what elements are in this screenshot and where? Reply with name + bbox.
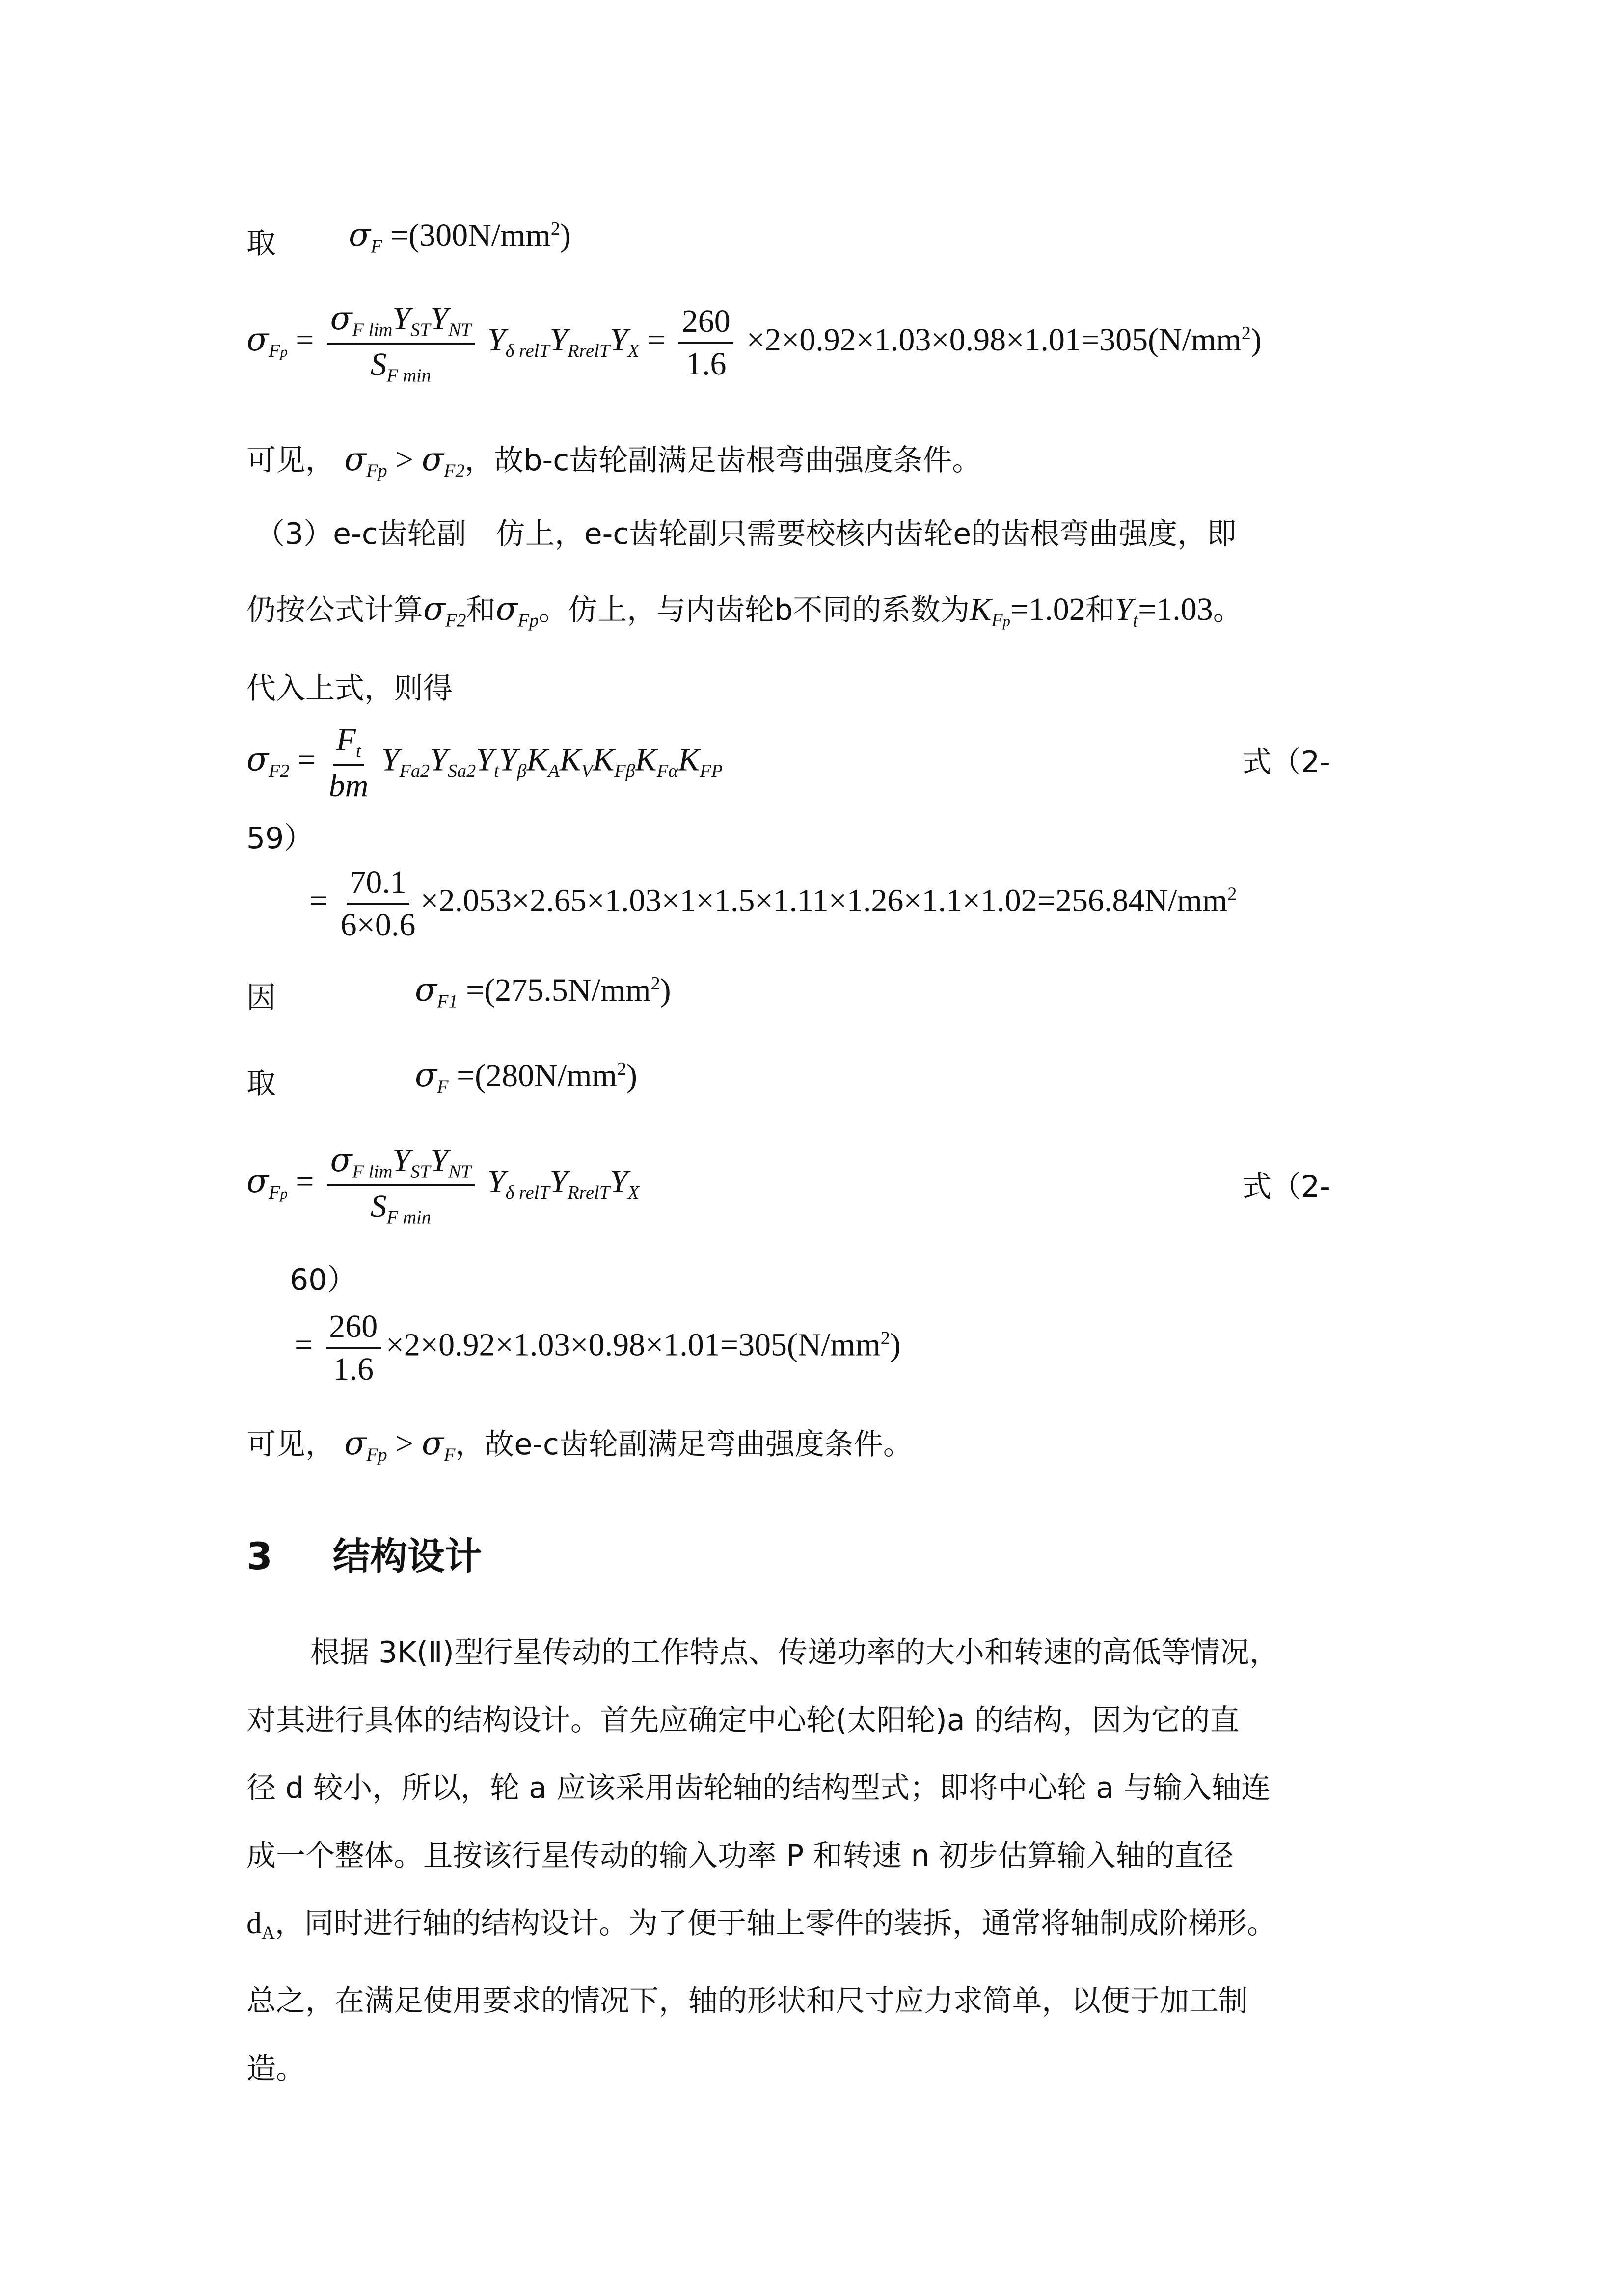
sigma-f2-formula: $\sigma_{F2}$ = $\frac{F_t}{bm}$ $Y_{Fa2}Y_{Sa2}Y_tY_\beta K_AK_VK_{F\beta}K_{F\alpha}K_{FP}$ xyxy=(246,722,723,803)
take-label-1: 取 xyxy=(246,226,276,261)
structure-design-paragraph xyxy=(246,1619,1390,2103)
take-label-2: 取 xyxy=(246,1067,276,1101)
section-heading xyxy=(246,1526,482,1580)
equation-number-59-cont: 59） xyxy=(246,821,314,855)
ft-over-bm-fraction: $\frac{F_t}{bm}$ xyxy=(328,722,369,803)
body-line-5: dA，同时进行轴的结构设计。为了便于轴上零件的装拆，通常将轴制成阶梯形。 xyxy=(246,1906,1276,1944)
value-fraction-bc: $\frac{260}{1.6}$ xyxy=(678,303,733,383)
body-line-1: 根据 3K(Ⅱ)型行星传动的工作特点、传递功率的大小和转速的高低等情况， xyxy=(310,1635,1279,1670)
sigma-f-equation-2: $\sigma_F =(280N/mm^2)$ xyxy=(415,1056,637,1097)
body-line-2: 对其进行具体的结构设计。首先应确定中心轮(太阳轮)a 的结构，因为它的直 xyxy=(246,1703,1240,1737)
value-fraction-60: $\frac{260}{1.6}$ xyxy=(326,1308,381,1388)
substitute-line: 代入上式，则得 xyxy=(246,671,453,706)
sigma-fp-calculation-ec: = $\frac{260}{1.6}$ $\times 2\times 0.92\times 1.03\times 0.98\times 1.01=305(N/mm^2)$ xyxy=(295,1308,901,1387)
para3-line2: 仍按公式计算$\sigma_{F2}$和$\sigma_{Fp}$。仿上，与内齿轮b不同的系数为$K_{Fp}=1.02$和$Y_t=1.03$。 xyxy=(246,590,1243,631)
sigma-fp-formula-ec: $\sigma_{Fp}$ = $\frac{\sigma_{F lim}Y_{ST}Y_{NT}}{S_{F min}}$ $Y_{\delta relT}Y_{RrelT}Y_X$ xyxy=(246,1141,640,1228)
equation-number-59: 式（2- xyxy=(1242,745,1330,779)
para3-line1: （3）e-c齿轮副 仿上，e-c齿轮副只需要校核内齿轮e的齿根弯曲强度，即 xyxy=(255,517,1237,551)
section-number: 3 xyxy=(246,1534,272,1578)
sigma-fp-equation-bc: $\sigma_{Fp}$ = $\frac{\sigma_{F lim}Y_{ST}Y_{NT}}{S_{F min}}$ $Y_{\delta relT}Y_{RrelT}Y_X$ = $\frac{260}{1.6}$ $\times 2\times 0.92\times 1.03\times 0.98\times 1.01=305(N/mm^2)$ xyxy=(246,299,1262,386)
body-line-3: 径 d 较小，所以，轮 a 应该采用齿轮轴的结构型式；即将中心轮 a 与输入轴连 xyxy=(246,1771,1271,1805)
sigma-fp-fraction-ec: $\frac{\sigma_{F lim}Y_{ST}Y_{NT}}{S_{F min}}$ xyxy=(327,1141,475,1228)
sigma-f-equation-1: $\sigma_F =(300N/mm^2)$ xyxy=(349,216,571,257)
sigma-f1-equation: $\sigma_{F1} =(275.5N/mm^2)$ xyxy=(415,971,671,1012)
conclusion-ec: 可见， $\sigma_{Fp} > \sigma_F$，故e-c齿轮副满足弯曲强度条件。 xyxy=(246,1424,913,1466)
section-title: 结构设计 xyxy=(332,1534,482,1578)
because-label: 因 xyxy=(246,981,276,1015)
value-fraction-59: $\frac{70.1}{6\times 0.6}$ xyxy=(340,864,416,943)
conclusion-bc: 可见， $\sigma_{Fp} > \sigma_{F2}$，故b-c齿轮副满足齿根弯曲强度条件。 xyxy=(246,440,982,481)
body-line-7: 造。 xyxy=(246,2052,305,2086)
equation-number-60-cont: 60） xyxy=(290,1263,357,1297)
sigma-fp-fraction: $\frac{\sigma_{F lim}Y_{ST}Y_{NT}}{S_{F min}}$ xyxy=(327,299,475,386)
equation-number-60: 式（2- xyxy=(1242,1170,1330,1204)
body-line-6: 总之，在满足使用要求的情况下，轴的形状和尺寸应力求简单，以便于加工制 xyxy=(246,1984,1248,2019)
sigma-f2-calculation: = $\frac{70.1}{6\times 0.6}$ $\times 2.053\times 2.65\times 1.03\times 1\times 1.5\times 1.11\times 1.26\times 1.1\times 1.02=256.84N/mm^2$ xyxy=(309,864,1237,943)
body-line-4: 成一个整体。且按该行星传动的输入功率 P 和转速 n 初步估算输入轴的直径 xyxy=(246,1839,1234,1873)
